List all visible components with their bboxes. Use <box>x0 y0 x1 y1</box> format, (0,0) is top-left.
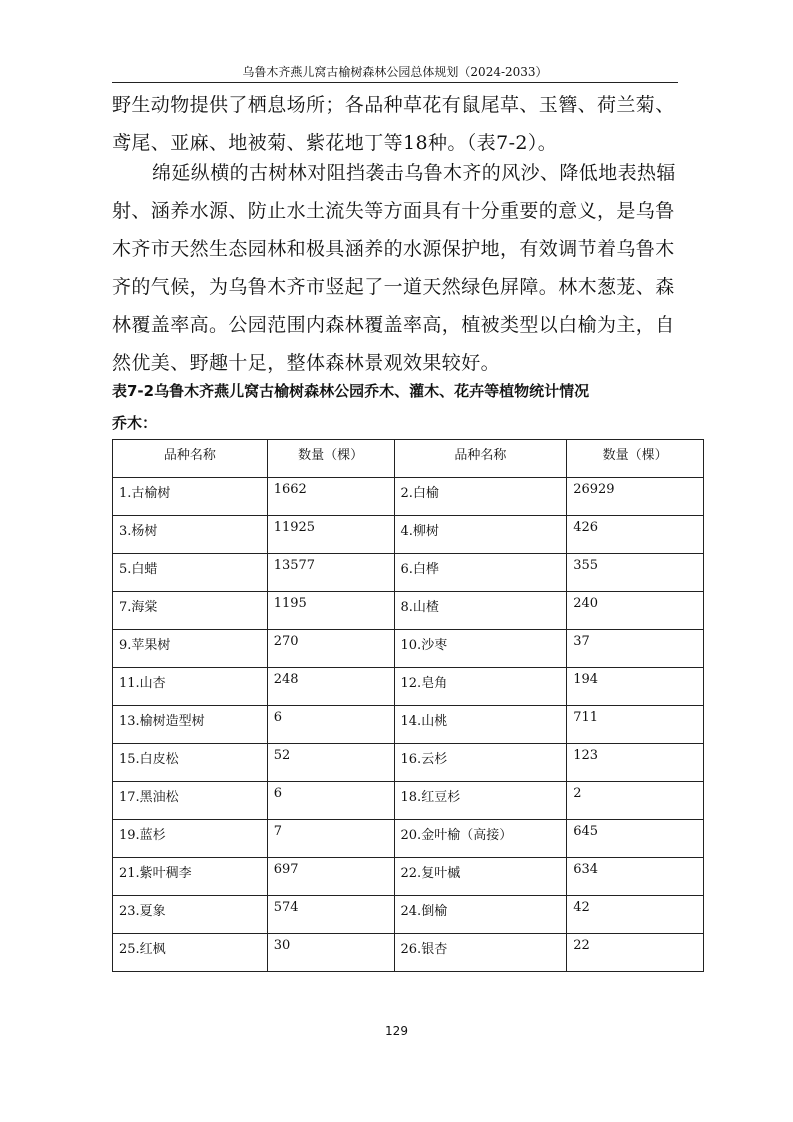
body-paragraph-2: 绵延纵横的古树林对阻挡袭击乌鲁木齐的风沙、降低地表热辐射、涵养水源、防止水土流失等方面具有十分重要的意义，是乌鲁木齐市天然生态园林和极具涵养的水源保护地，有效调节着乌鲁木齐的气候，为乌鲁木齐市竖起了一道天然绿色屏障。林木葱茏、森林覆盖率高。公园范围内森林覆盖率高，植被类型以白榆为主，自然优美、野趣十足，整体森林景观效果较好。 <box>112 162 676 374</box>
column-header-count: 数量（棵） <box>267 440 394 478</box>
species-name-cell: 17.黑油松 <box>113 782 268 820</box>
header-divider <box>112 82 678 83</box>
plant-statistics-table <box>112 439 704 972</box>
species-name-cell: 9.苹果树 <box>113 630 268 668</box>
count-cell: 711 <box>567 706 704 744</box>
species-name-cell: 18.红豆杉 <box>394 782 567 820</box>
species-name-cell: 21.紫叶稠李 <box>113 858 268 896</box>
species-name-cell: 15.白皮松 <box>113 744 268 782</box>
table-row <box>113 896 704 934</box>
table-row <box>113 478 704 516</box>
table-caption: 表7-2乌鲁木齐燕儿窝古榆树森林公园乔木、灌木、花卉等植物统计情况 <box>112 382 590 400</box>
count-cell: 240 <box>567 592 704 630</box>
species-name-cell: 19.蓝杉 <box>113 820 268 858</box>
count-cell: 574 <box>267 896 394 934</box>
column-header-species: 品种名称 <box>394 440 567 478</box>
count-cell: 42 <box>567 896 704 934</box>
count-cell: 6 <box>267 706 394 744</box>
table-row <box>113 782 704 820</box>
count-cell: 52 <box>267 744 394 782</box>
count-cell: 30 <box>267 934 394 972</box>
species-name-cell: 11.山杏 <box>113 668 268 706</box>
species-name-cell: 1.古榆树 <box>113 478 268 516</box>
count-cell: 645 <box>567 820 704 858</box>
species-name-cell: 6.白桦 <box>394 554 567 592</box>
species-name-cell: 13.榆树造型树 <box>113 706 268 744</box>
table-row <box>113 934 704 972</box>
species-name-cell: 4.柳树 <box>394 516 567 554</box>
count-cell: 13577 <box>267 554 394 592</box>
species-name-cell: 24.倒榆 <box>394 896 567 934</box>
species-name-cell: 3.杨树 <box>113 516 268 554</box>
count-cell: 6 <box>267 782 394 820</box>
table-row <box>113 820 704 858</box>
section-subheading: 乔木： <box>112 414 158 432</box>
table-row <box>113 744 704 782</box>
column-header-count: 数量（棵） <box>567 440 704 478</box>
count-cell: 37 <box>567 630 704 668</box>
species-name-cell: 14.山桃 <box>394 706 567 744</box>
page-number: 129 <box>385 1024 408 1038</box>
count-cell: 634 <box>567 858 704 896</box>
count-cell: 22 <box>567 934 704 972</box>
table-header-row <box>113 440 704 478</box>
column-header-species: 品种名称 <box>113 440 268 478</box>
table-row <box>113 630 704 668</box>
count-cell: 697 <box>267 858 394 896</box>
species-name-cell: 25.红枫 <box>113 934 268 972</box>
count-cell: 270 <box>267 630 394 668</box>
species-name-cell: 8.山楂 <box>394 592 567 630</box>
table-row <box>113 706 704 744</box>
page-header: 乌鲁木齐燕儿窝古榆树森林公园总体规划（2024-2033） <box>242 65 548 79</box>
species-name-cell: 23.夏象 <box>113 896 268 934</box>
species-name-cell: 10.沙枣 <box>394 630 567 668</box>
count-cell: 426 <box>567 516 704 554</box>
body-paragraph-1: 野生动物提供了栖息场所；各品种草花有鼠尾草、玉簪、荷兰菊、鸢尾、亚麻、地被菊、紫花地丁等18种。（表7-2）。 <box>112 94 675 154</box>
table-body <box>113 478 704 972</box>
table-row <box>113 554 704 592</box>
count-cell: 7 <box>267 820 394 858</box>
count-cell: 1662 <box>267 478 394 516</box>
count-cell: 1195 <box>267 592 394 630</box>
table-row <box>113 858 704 896</box>
count-cell: 355 <box>567 554 704 592</box>
table-row <box>113 516 704 554</box>
table-row <box>113 592 704 630</box>
count-cell: 194 <box>567 668 704 706</box>
species-name-cell: 2.白榆 <box>394 478 567 516</box>
count-cell: 248 <box>267 668 394 706</box>
count-cell: 26929 <box>567 478 704 516</box>
count-cell: 2 <box>567 782 704 820</box>
species-name-cell: 20.金叶榆（高接） <box>394 820 567 858</box>
count-cell: 123 <box>567 744 704 782</box>
count-cell: 11925 <box>267 516 394 554</box>
species-name-cell: 16.云杉 <box>394 744 567 782</box>
species-name-cell: 5.白蜡 <box>113 554 268 592</box>
species-name-cell: 26.银杏 <box>394 934 567 972</box>
species-name-cell: 22.复叶槭 <box>394 858 567 896</box>
table-row <box>113 668 704 706</box>
species-name-cell: 12.皂角 <box>394 668 567 706</box>
species-name-cell: 7.海棠 <box>113 592 268 630</box>
